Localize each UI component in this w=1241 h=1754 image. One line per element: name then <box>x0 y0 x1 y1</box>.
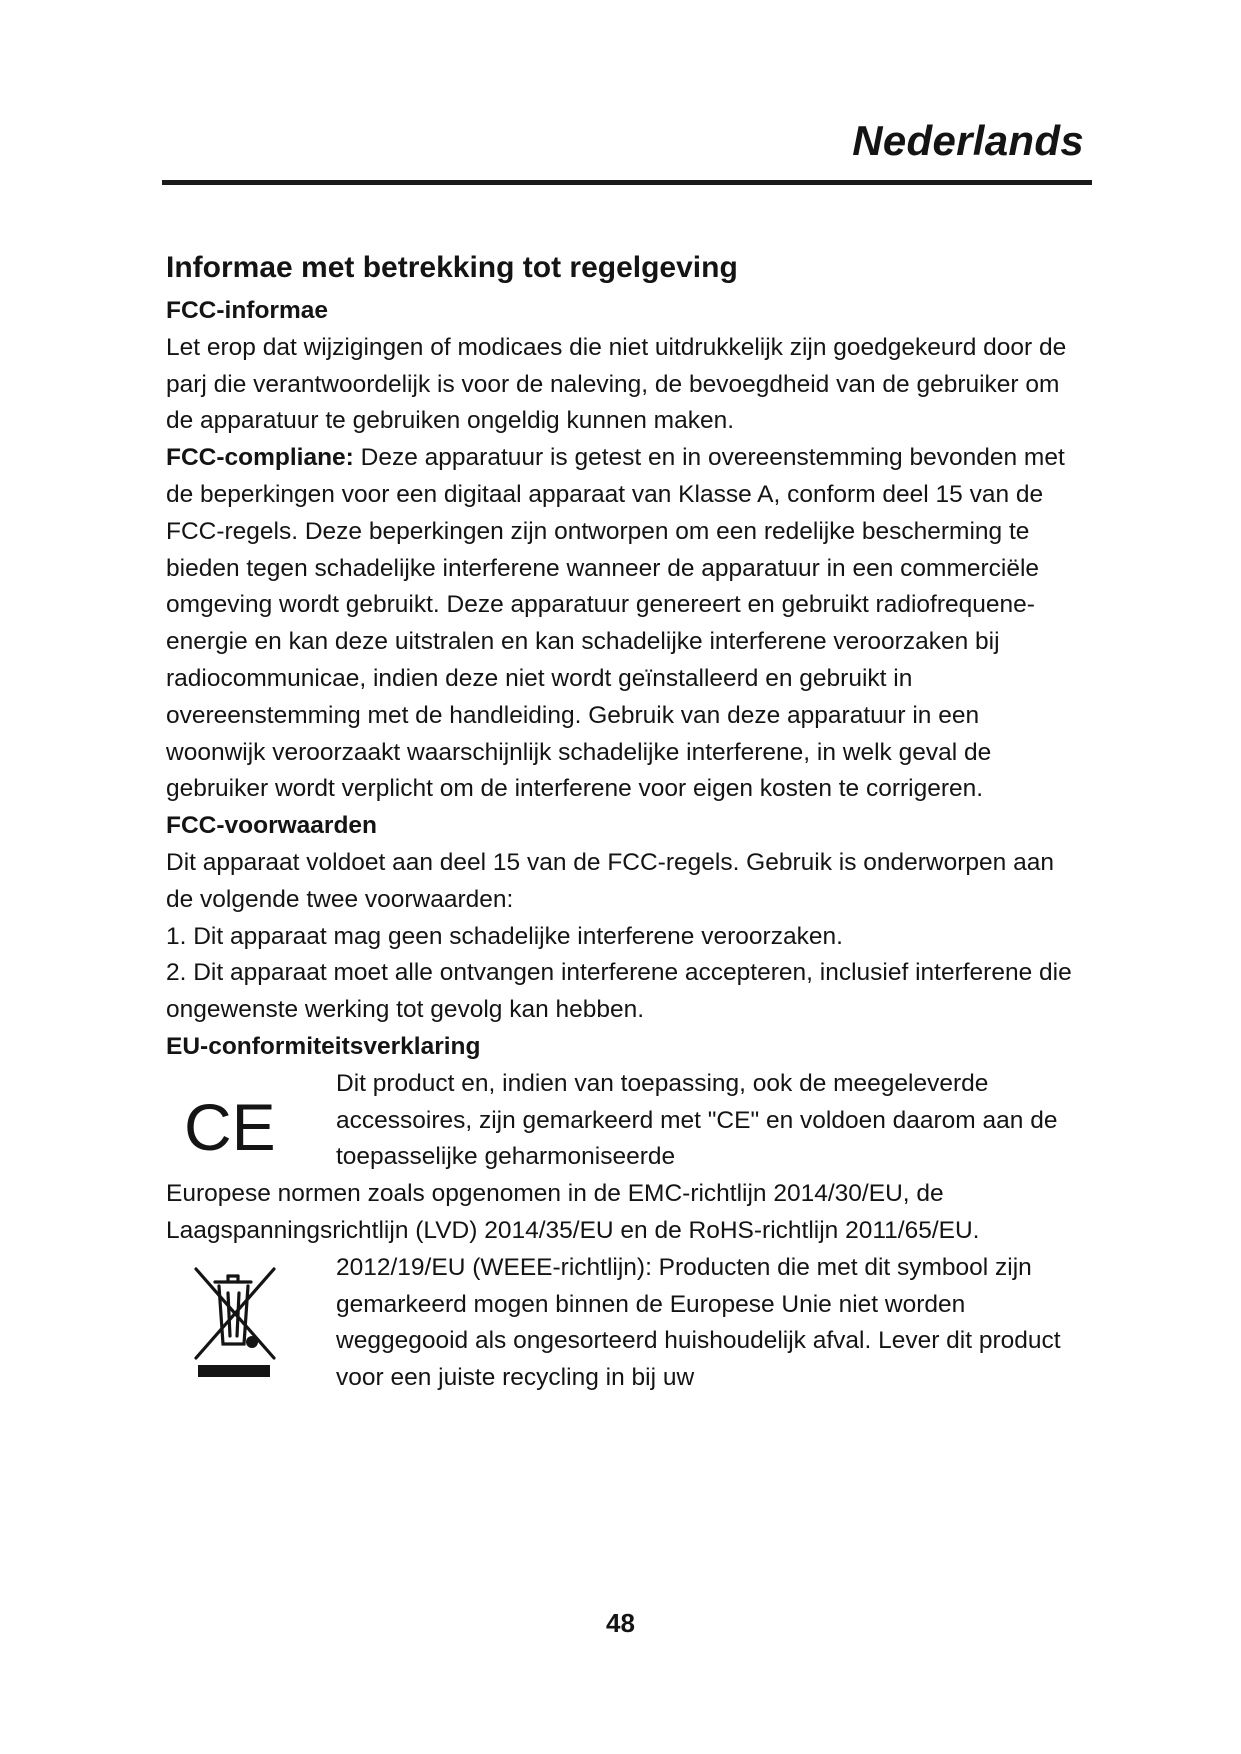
fcc-condition-item: 2. Dit apparaat moet alle ontvangen interferene accepteren, inclusief interferene die ongewenste werking tot gevolg kan hebben. <box>166 959 1072 1024</box>
header-rule <box>162 180 1092 185</box>
weee-row <box>166 1250 1076 1397</box>
fcc-conditions-heading: FCC-voorwaarden <box>166 812 378 840</box>
fcc-compliance-label: FCC-compliane: <box>166 444 354 472</box>
ce-row <box>166 1066 1076 1176</box>
page-language-title: Nederlands <box>852 117 1084 164</box>
fcc-compliance-text: Deze apparatuur is getest en in overeenstemming bevonden met de beperkingen voor een digitaal apparaat van Klasse A, conform deel 15 van de FCC-regels. Deze beperkingen zijn ontworpen om een redelijke bescherming te bieden tegen schadelijke interferene wanneer de apparatuur in een commerciële omgeving wordt gebruikt. Deze apparatuur genereert en gebruikt radiofrequene-energie en kan deze uitstralen en kan schadelijke interferene veroorzaken bij radiocommunicae, indien deze niet wordt geïnstalleerd en gebruikt in overeenstemming met de handleiding. Gebruik van deze apparatuur in een woonwijk veroorzaakt waarschijnlijk schadelijke interferene, in welk geval de gebruiker wordt verplicht om de interferene voor eigen kosten te corrigeren. <box>166 444 1065 803</box>
fcc-compliance-paragraph <box>166 440 1076 808</box>
weee-text: 2012/19/EU (WEEE-richtlijn): Producten die met dit symbool zijn gemarkeerd mogen binnen de Europese Unie niet worden weggegooid als ongesorteerd huishoudelijk afval. Lever dit product voor een juiste recycling in bij uw <box>336 1253 1061 1392</box>
eu-conformity-heading: EU-conformiteitsverklaring <box>166 1032 481 1060</box>
page-number: 48 <box>606 1608 635 1638</box>
weee-bin-icon <box>188 1262 288 1394</box>
page-content <box>166 246 1076 1397</box>
ce-mark-icon <box>184 1100 284 1168</box>
section-title: Informae met betrekking tot regelgeving <box>166 251 738 284</box>
ce-text: Dit product en, indien van toepassing, ook de meegeleverde accessoires, zijn gemarkeerd met "CE" en voldoen daarom aan de toepasselijke geharmoniseerde <box>336 1069 1058 1171</box>
fcc-conditions-intro: Dit apparaat voldoet aan deel 15 van de FCC-regels. Gebruik is onderworpen aan de volgende twee voorwaarden: <box>166 848 1054 913</box>
fcc-condition-item: 1. Dit apparaat mag geen schadelijke interferene veroorzaken. <box>166 922 843 950</box>
fcc-info-text: Let erop dat wijzigingen of modicaes die niet uitdrukkelijk zijn goedgekeurd door de parj die verantwoordelijk is voor de naleving, de bevoegdheid van de gebruiker om de apparatuur te gebruiken ongeldig kunnen maken. <box>166 333 1067 435</box>
fcc-info-heading: FCC-informae <box>166 297 328 324</box>
ce-text-continued: Europese normen zoals opgenomen in de EMC-richtlijn 2014/30/EU, de Laagspanningsrichtlijn (LVD) 2014/35/EU en de RoHS-richtlijn 2011/65/EU. <box>166 1180 980 1244</box>
ce-mark-text: CE <box>184 1099 276 1156</box>
